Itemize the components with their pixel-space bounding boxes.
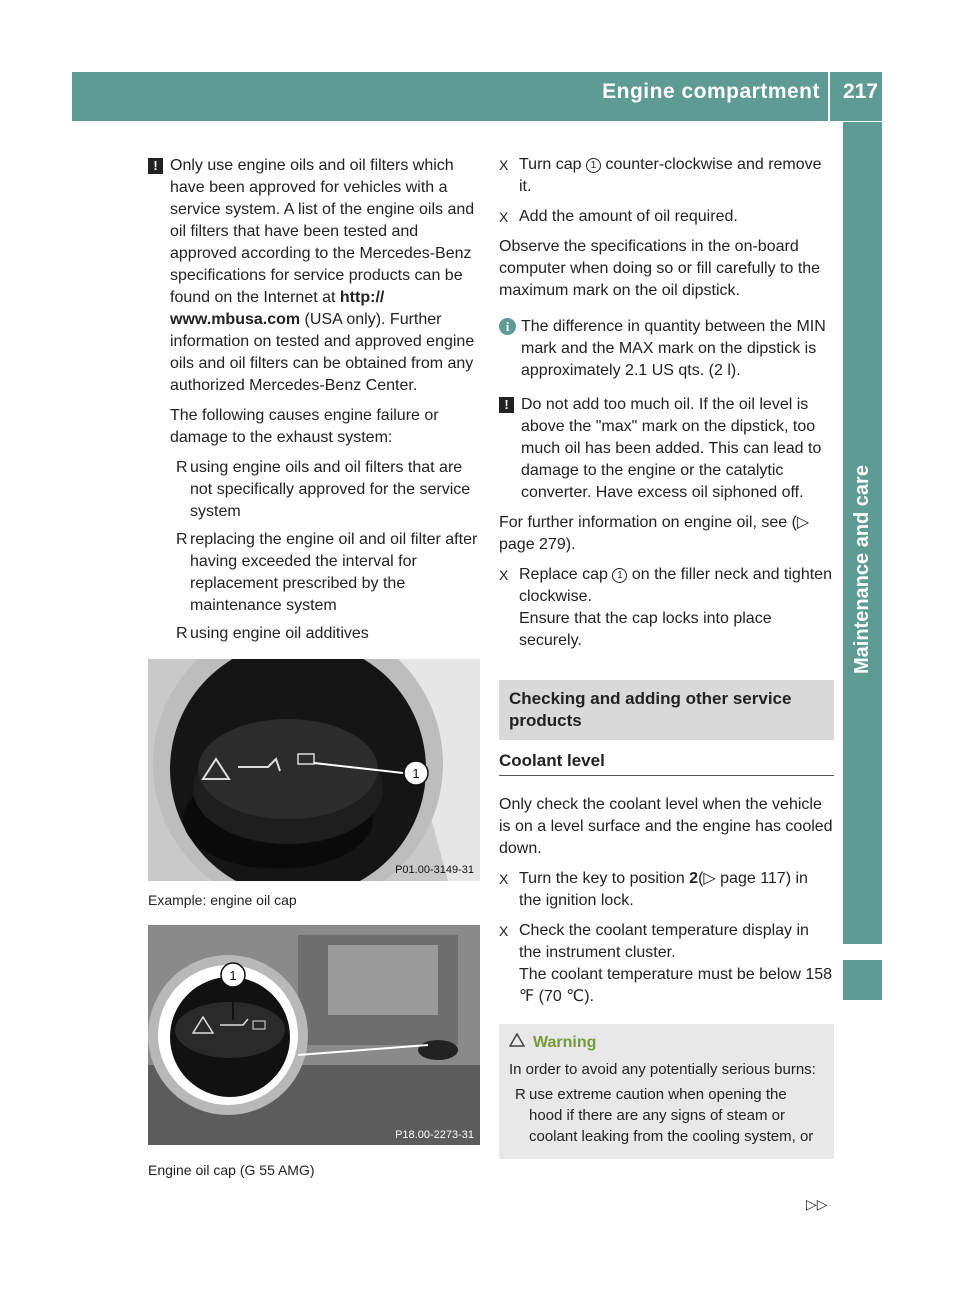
step-text: Turn cap <box>519 156 586 173</box>
step-text: Replace cap <box>519 566 613 583</box>
left-column <box>148 155 483 1195</box>
coolant-intro: Only check the coolant level when the vehicle is on a level surface and the engine has cooled down. <box>499 796 833 857</box>
info-note <box>499 316 834 382</box>
url-part-a: http:// <box>339 289 385 306</box>
subheading: Coolant level <box>499 750 834 776</box>
engine-oil-cap-illustration <box>148 659 480 881</box>
step-text: Check the coolant temperature display in the instrument cluster. <box>519 922 809 961</box>
step-result-text: The coolant temperature must be below 158 ℉ (70 ℃). <box>519 966 833 1005</box>
figure1-code: P01.00-3149-31 <box>395 864 474 876</box>
warning-intro: In order to avoid any potentially serious burns: <box>509 1061 816 1078</box>
callout-icon: 1 <box>612 568 627 583</box>
caution-text-a: Only use engine oils and oil filters which have been approved for vehicles with a service system. A list of the engine oils and oil filters that have been tested and approved according to the Mercedes-Benz specifications for service products can be found on the Internet at <box>170 157 475 306</box>
figure2-callout: 1 <box>229 968 237 983</box>
step-text: counter-clockwise and remove it. <box>519 156 822 195</box>
step-turn-cap <box>499 154 834 198</box>
step-text: on the filler neck and tighten clockwise. <box>519 566 832 605</box>
caution-note-oil-level <box>499 394 834 504</box>
step-icon: X <box>499 923 509 939</box>
figure2-code: P18.00-2273-31 <box>395 1129 474 1141</box>
warning-header <box>509 1032 824 1053</box>
page-title: Engine compartment <box>602 80 820 103</box>
warning-box <box>499 1024 834 1159</box>
section-heading: Checking and adding other service products <box>499 680 834 740</box>
url-part-b: www.mbusa.com <box>170 311 301 328</box>
bullet-icon: R <box>515 1086 526 1103</box>
figure1-caption: Example: engine oil cap <box>148 892 297 908</box>
info-icon: i <box>499 318 516 335</box>
continue-arrows-icon: ▷▷ <box>806 1196 828 1212</box>
step-result-text: Ensure that the cap locks into place securely. <box>519 610 772 649</box>
step-text: Add the amount of oil required. <box>519 208 738 225</box>
warning-triangle-icon <box>509 1032 525 1053</box>
engine-oil-cap-figure <box>148 659 480 881</box>
list-item <box>170 623 483 645</box>
list-item <box>170 529 483 617</box>
list-item <box>509 1084 824 1147</box>
chapter-tab-marker <box>843 960 882 1000</box>
step-icon: X <box>499 567 509 583</box>
figure2-caption: Engine oil cap (G 55 AMG) <box>148 1162 315 1178</box>
causes-intro: The following causes engine failure or damage to the exhaust system: <box>170 407 439 446</box>
caution-note <box>148 155 483 397</box>
step-turn-key <box>499 868 834 912</box>
info-text: The difference in quantity between the MIN mark and the MAX mark on the dipstick is approximately 2.1 US qts. (2 l). <box>521 318 826 379</box>
callout-icon: 1 <box>586 158 601 173</box>
page-header <box>72 72 882 121</box>
g55-oil-cap-figure <box>148 925 480 1145</box>
step-icon: X <box>499 871 509 887</box>
warning-title: Warning <box>533 1034 597 1051</box>
caution-text-b: (USA only). Further information on tested and approved engine oils and oil filters can be obtained from any authorized Mercedes-Benz Center. <box>170 311 475 394</box>
list-item-text: using engine oils and oil filters that are not specifically approved for the service system <box>190 459 471 520</box>
step-icon: X <box>499 157 509 173</box>
list-item <box>170 457 483 523</box>
list-item-text: use extreme caution when opening the hood if there are any signs of steam or coolant leaking from the cooling system, or <box>529 1086 814 1145</box>
list-item-text: replacing the engine oil and oil filter after having exceeded the interval for replacement prescribed by the maintenance system <box>190 531 478 614</box>
page-number: 217 <box>842 80 878 103</box>
step-check-temp <box>499 920 834 1008</box>
step-add-oil <box>499 206 834 228</box>
bullet-icon: R <box>176 625 188 642</box>
key-position: 2 <box>689 870 699 887</box>
observe-text: Observe the specifications in the on-board computer when doing so or fill carefully to the maximum mark on the oil dipstick. <box>499 238 821 299</box>
further-info-text: For further information on engine oil, see (▷ page 279). <box>499 514 810 553</box>
step-text: (▷ page 117) in the ignition lock. <box>519 870 808 909</box>
list-item-text: using engine oil additives <box>190 625 369 642</box>
header-divider <box>828 72 830 121</box>
step-text: Turn the key to position <box>519 870 690 887</box>
figure1-callout: 1 <box>412 766 420 781</box>
chapter-label: Maintenance and care <box>851 465 873 674</box>
chapter-side-tab <box>843 122 882 944</box>
g55-engine-illustration <box>148 925 480 1145</box>
bullet-icon: R <box>176 459 188 476</box>
bullet-icon: R <box>176 531 188 548</box>
step-replace-cap <box>499 564 834 652</box>
step-icon: X <box>499 209 509 225</box>
right-column <box>499 154 834 1159</box>
caution-icon: ! <box>499 397 514 413</box>
caution-icon: ! <box>148 158 163 174</box>
caution-text: Do not add too much oil. If the oil level is above the "max" mark on the dipstick, too much oil has been added. This can lead to damage to the engine or the catalytic converter. Have excess oil siphoned off. <box>521 396 822 501</box>
